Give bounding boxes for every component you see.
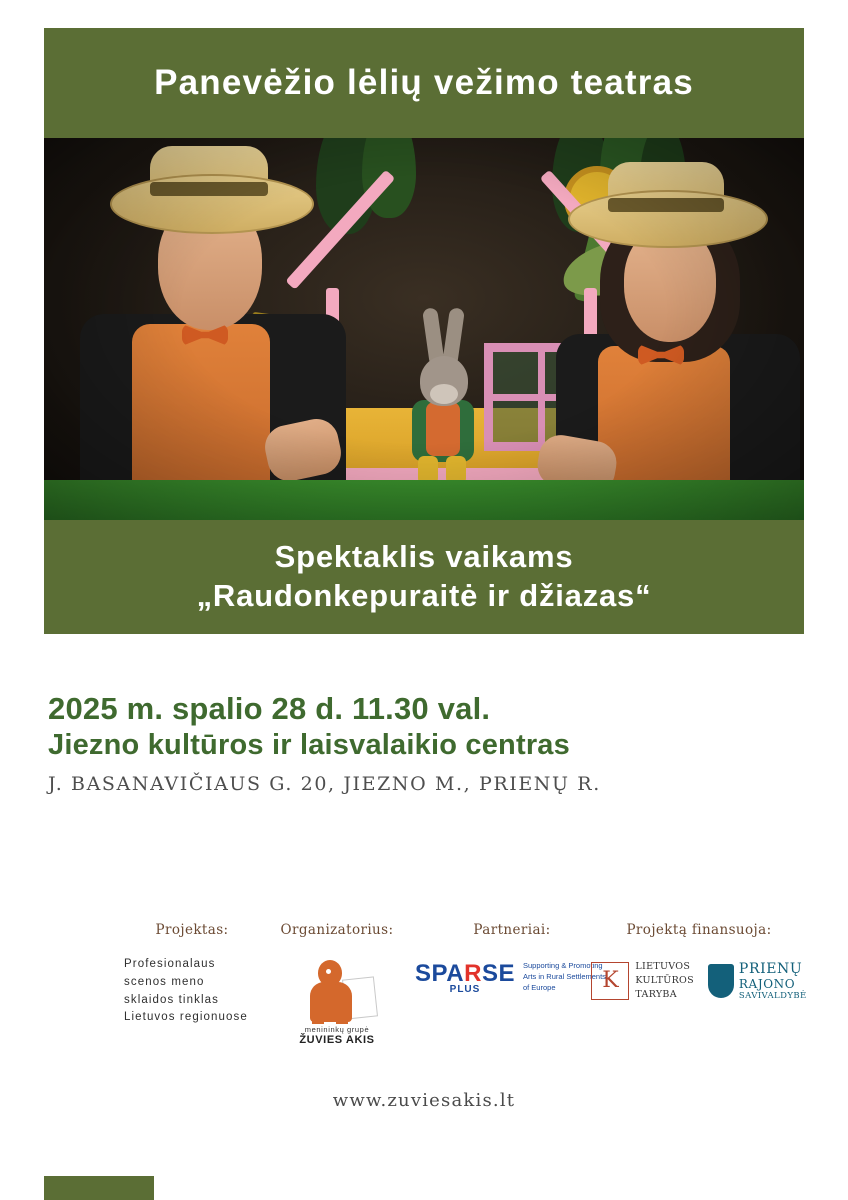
performer-right	[550, 138, 800, 520]
sparse-plus-mark	[415, 960, 609, 995]
subtitle-line-1: Spektaklis vaikams	[274, 539, 574, 575]
prienu-line: PRIENŲ	[738, 960, 803, 977]
prienu-line: RAJONO	[738, 976, 796, 991]
subtitle-line-2: „Raudonkepuraitė ir džiazas“	[196, 578, 652, 613]
event-datetime: 2025 m. spalio 28 d. 11.30 val.	[48, 691, 491, 726]
credit-label: Projektas:	[155, 922, 229, 938]
credit-label: Organizatorius:	[280, 922, 394, 938]
lkt-monogram: K	[591, 962, 629, 1000]
straw-hat-band	[608, 198, 724, 212]
event-info	[48, 690, 808, 795]
figure-leg	[312, 1012, 324, 1024]
organizer-logo	[252, 960, 422, 1046]
project-text-line: Lietuvos regionuose	[124, 1011, 248, 1024]
shield-icon	[708, 964, 734, 998]
lkt-line: TARYBA	[635, 988, 677, 1000]
funders-row	[591, 960, 806, 1001]
sparse-word-b: R	[464, 960, 482, 987]
sparse-word-a: SPA	[415, 960, 465, 987]
hare-snout	[430, 384, 458, 404]
credit-partners	[412, 922, 612, 995]
credit-label: Projektą finansuoja:	[626, 922, 772, 938]
organizer-logo-line2: ŽUVIES AKIS	[299, 1034, 375, 1046]
project-text-line: Profesionalaus	[124, 958, 216, 970]
event-address: J. BASANAVIČIAUS G. 20, JIEZNO M., PRIENŲ R.	[48, 773, 601, 796]
bottom-accent-bar	[44, 1176, 154, 1200]
project-logo-text	[124, 956, 248, 1027]
lkt-line: LIETUVOS	[635, 961, 691, 972]
page-title: Panevėžio lėlių vežimo teatras	[154, 62, 694, 102]
website-link[interactable]: www.zuviesakis.lt	[332, 1090, 516, 1111]
performance-photo	[44, 138, 804, 520]
funders-logos	[584, 960, 814, 1001]
credits-row	[44, 912, 807, 1072]
sparse-word-c: SE	[481, 960, 515, 987]
sparse-tagline: Supporting & Promoting Arts in Rural Settlements of Europe	[522, 961, 606, 992]
credit-organizer	[252, 922, 422, 1046]
poster-title-band	[44, 28, 804, 138]
credit-funders	[584, 922, 814, 1001]
organizer-logo-line1: menininkų grupė	[304, 1025, 370, 1034]
project-text-line: sklaidos tinklas	[124, 993, 219, 1006]
lietuvos-kulturos-taryba-logo	[591, 960, 694, 1001]
lkt-line: KULTŪROS	[635, 974, 694, 986]
credit-label: Partneriai:	[473, 922, 551, 938]
performer-left	[54, 138, 354, 520]
puppet-figure-icon	[298, 960, 376, 1022]
table-front-edge	[44, 480, 804, 520]
hare-puppet	[396, 308, 486, 498]
zuvies-akis-logo	[298, 960, 376, 1046]
event-venue: Jiezno kultūros ir laisvalaikio centras	[48, 728, 570, 761]
hare-vest	[426, 402, 460, 456]
sparse-plus-label: PLUS	[449, 984, 481, 995]
project-text-line: scenos meno	[124, 975, 205, 988]
prienu-line: SAVIVALDYBĖ	[738, 990, 807, 1001]
figure-eye	[326, 969, 331, 974]
sparse-logo	[412, 960, 612, 995]
figure-leg	[336, 1012, 348, 1024]
straw-hat-band	[150, 182, 268, 196]
prienu-wordmark	[739, 961, 807, 1001]
prienu-rajono-savivaldybe-logo	[708, 961, 807, 1001]
lkt-wordmark	[635, 960, 694, 1001]
poster-subtitle-band	[44, 520, 804, 634]
